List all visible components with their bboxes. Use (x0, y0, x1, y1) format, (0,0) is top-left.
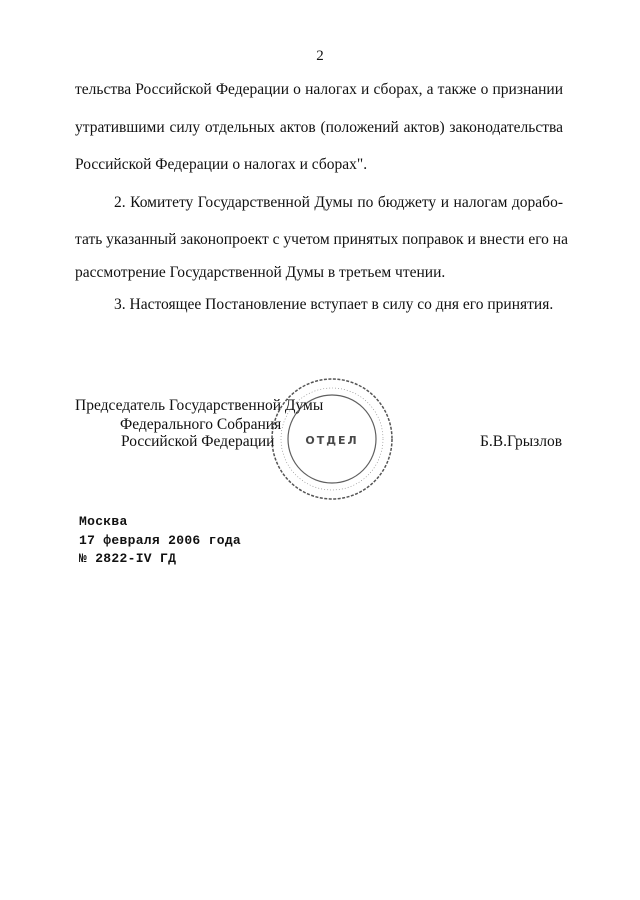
signature-title-line: Федерального Собрания (120, 416, 282, 433)
seal-center-text: ОТДЕЛ (305, 434, 359, 447)
document-number: № 2822-IV ГД (79, 551, 177, 566)
page-number: 2 (316, 48, 324, 64)
paragraph-line: 2. Комитету Государственной Думы по бюджету и налогам дорабо- (114, 194, 563, 211)
official-seal (268, 375, 396, 503)
paragraph-line: Российской Федерации о налогах и сборах". (75, 156, 368, 173)
paragraph-line: тать указанный законопроект с учетом принятых поправок и внести его на (75, 231, 568, 248)
signature-title-line: Председатель Государственной Думы (75, 397, 324, 414)
signature-title-line: Российской Федерации (121, 433, 275, 450)
paragraph-line: рассмотрение Государственной Думы в третьем чтении. (75, 264, 446, 281)
city: Москва (79, 514, 128, 529)
paragraph-line: утратившими силу отдельных актов (положений актов) законодательства (75, 119, 563, 136)
paragraph-line: тельства Российской Федерации о налогах и сборах, а также о признании (75, 81, 563, 98)
date: 17 февраля 2006 года (79, 533, 242, 548)
signatory-name: Б.В.Грызлов (480, 433, 563, 450)
paragraph-line: 3. Настоящее Постановление вступает в силу со дня его принятия. (114, 296, 554, 313)
